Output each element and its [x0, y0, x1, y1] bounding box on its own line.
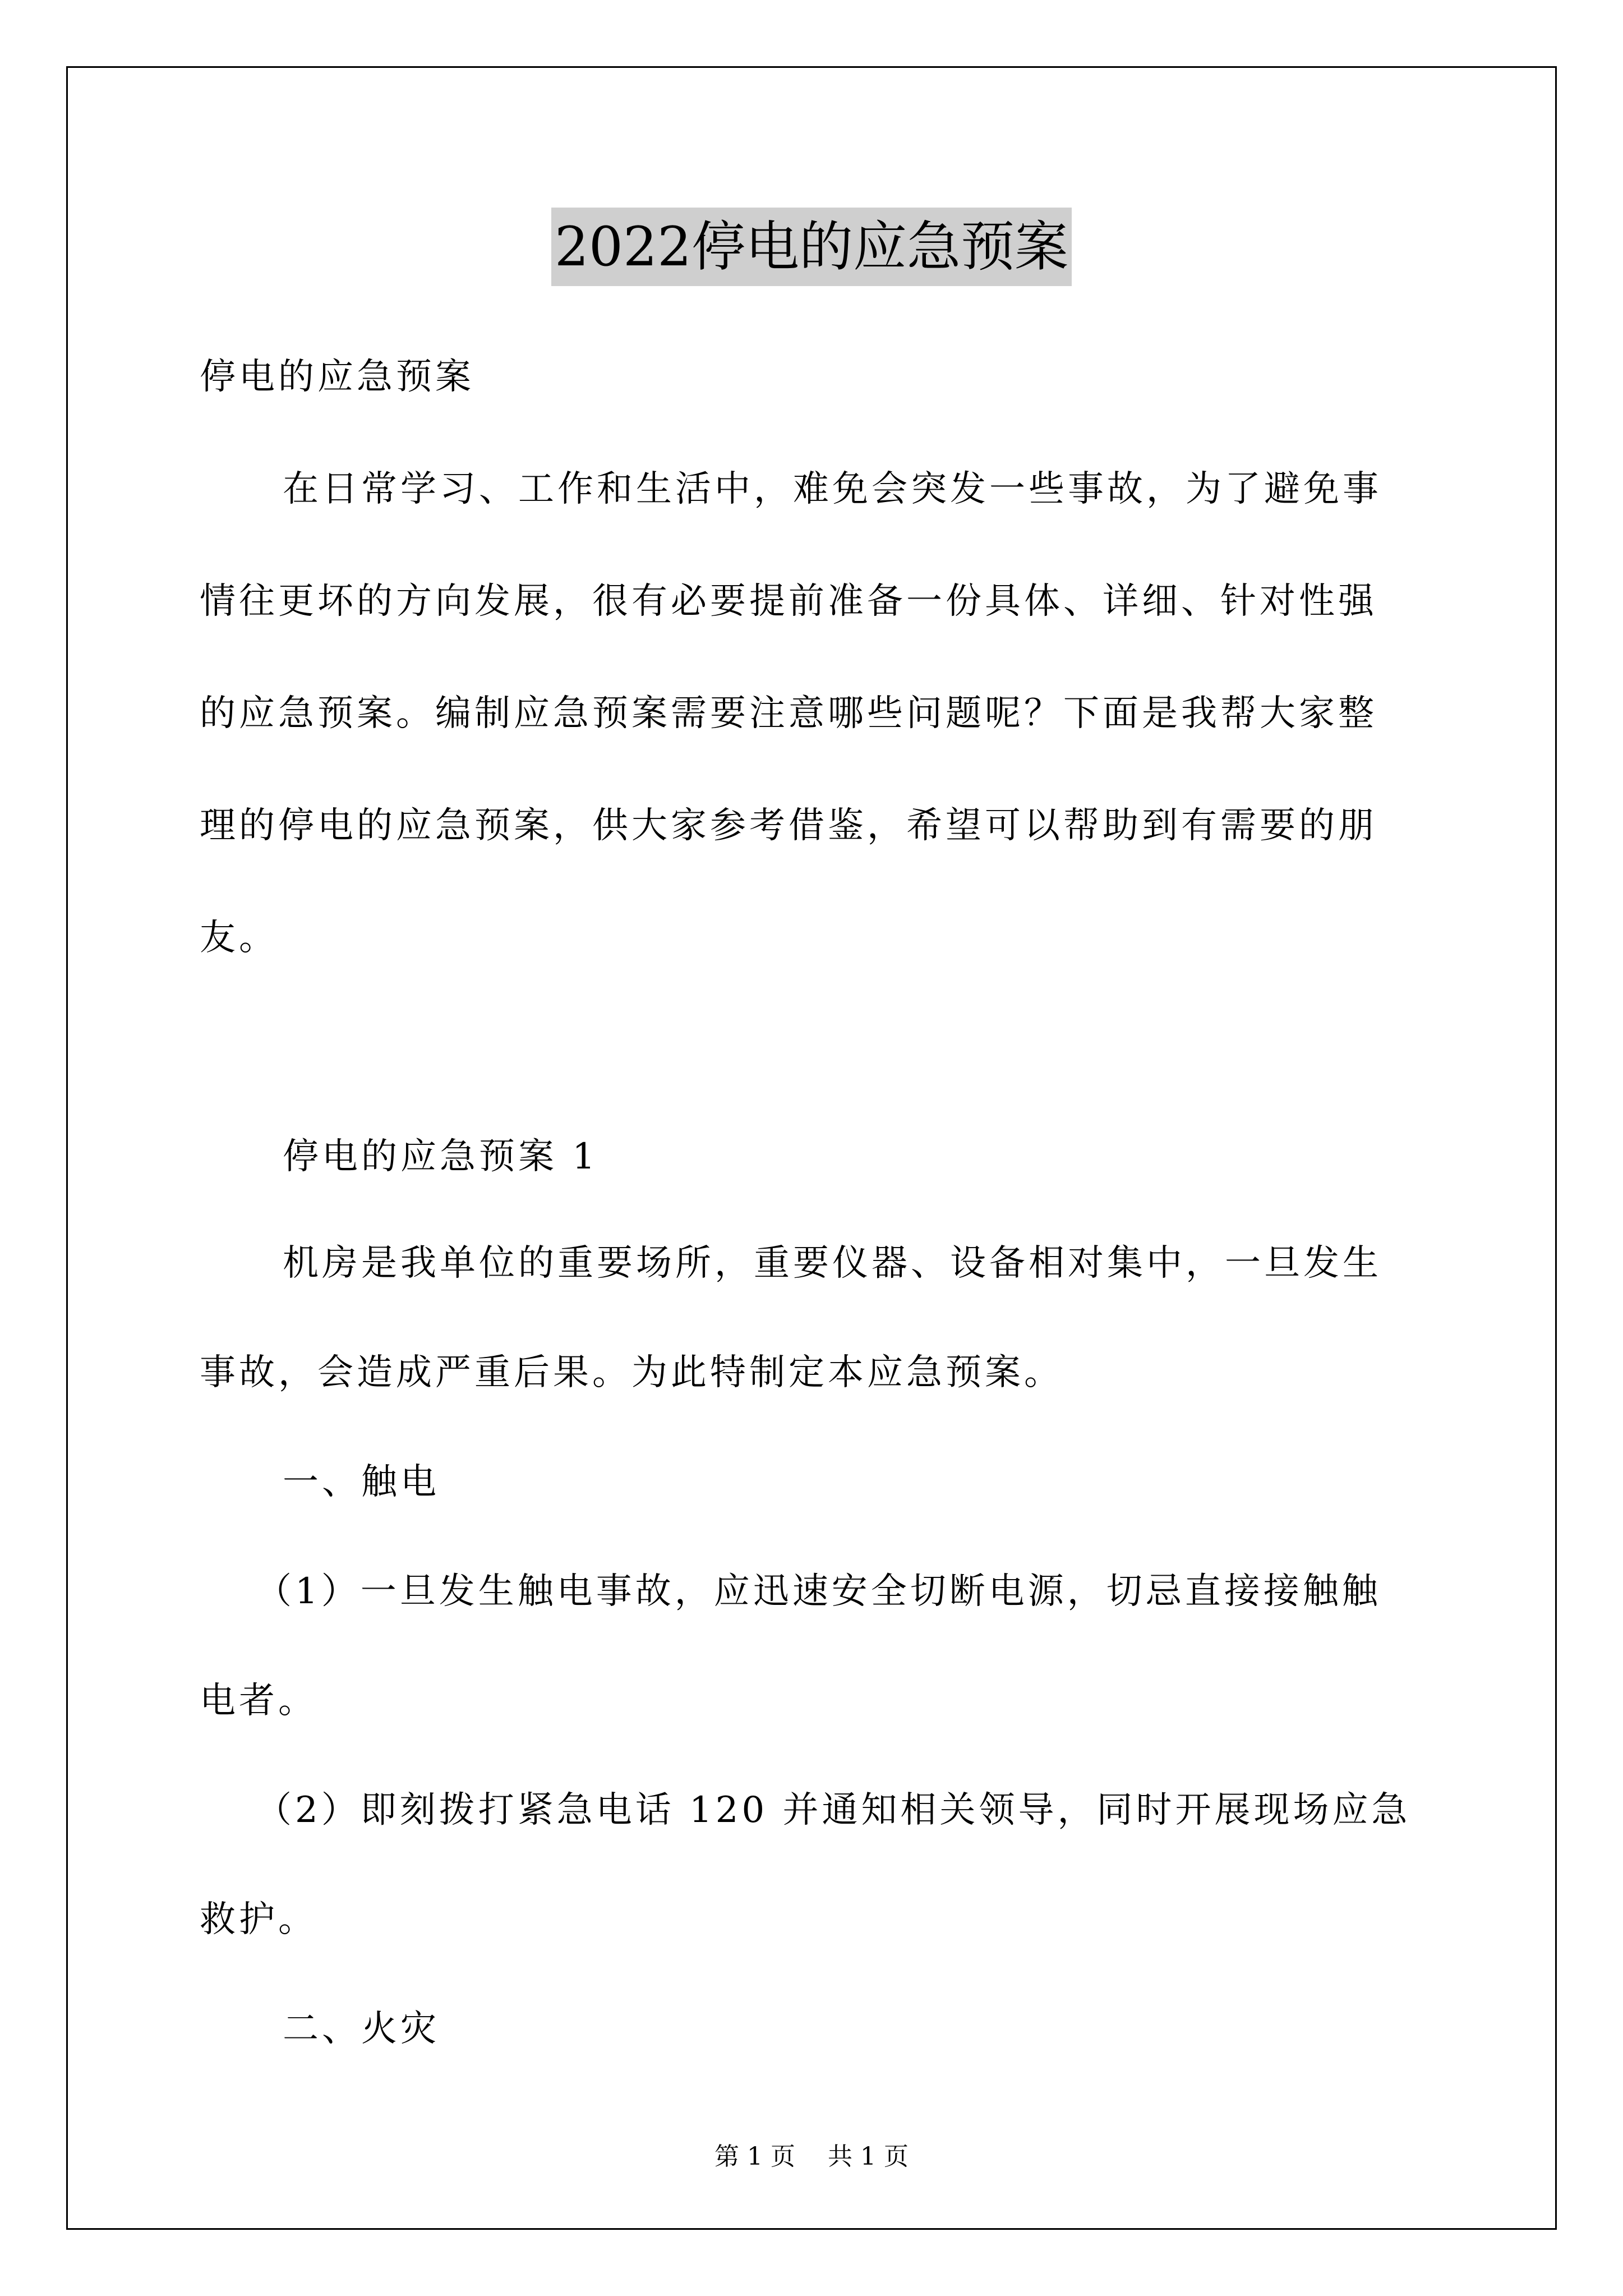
title-container — [0, 208, 1623, 286]
section-heading: 停电的应急预案 1 — [283, 1136, 599, 1177]
page-total: 共 1 页 — [828, 2142, 909, 2171]
subtitle-line: 停电的应急预案 — [200, 356, 474, 398]
paragraph-line: 机房是我单位的重要场所，重要仪器、设备相对集中，一旦发生 — [283, 1243, 1382, 1284]
paragraph-line: 的应急预案。编制应急预案需要注意哪些问题呢？下面是我帮大家整 — [200, 693, 1377, 734]
subsection-heading: 一、触电 — [283, 1461, 440, 1503]
paragraph-line: 在日常学习、工作和生活中，难免会突发一些事故，为了避免事 — [283, 468, 1382, 510]
subsection-heading: 二、火灾 — [283, 2008, 440, 2050]
paragraph-line: 电者。 — [200, 1680, 317, 1722]
paragraph-line: （2）即刻拨打紧急电话 120 并通知相关领导，同时开展现场应急 — [256, 1789, 1411, 1831]
page-number: 第 1 页 — [714, 2142, 795, 2171]
paragraph-line: 理的停电的应急预案，供大家参考借鉴，希望可以帮助到有需要的朋 — [200, 805, 1377, 846]
document-title: 2022停电的应急预案 — [551, 208, 1072, 286]
page-footer — [0, 2136, 1623, 2172]
paragraph-line: 情往更坏的方向发展，很有必要提前准备一份具体、详细、针对性强 — [200, 581, 1377, 622]
paragraph-line: 救护。 — [200, 1899, 317, 1940]
paragraph-line: （1）一旦发生触电事故，应迅速安全切断电源，切忌直接接触触 — [256, 1571, 1381, 1612]
paragraph-line: 事故，会造成严重后果。为此特制定本应急预案。 — [200, 1352, 1063, 1393]
paragraph-line: 友。 — [200, 917, 278, 959]
